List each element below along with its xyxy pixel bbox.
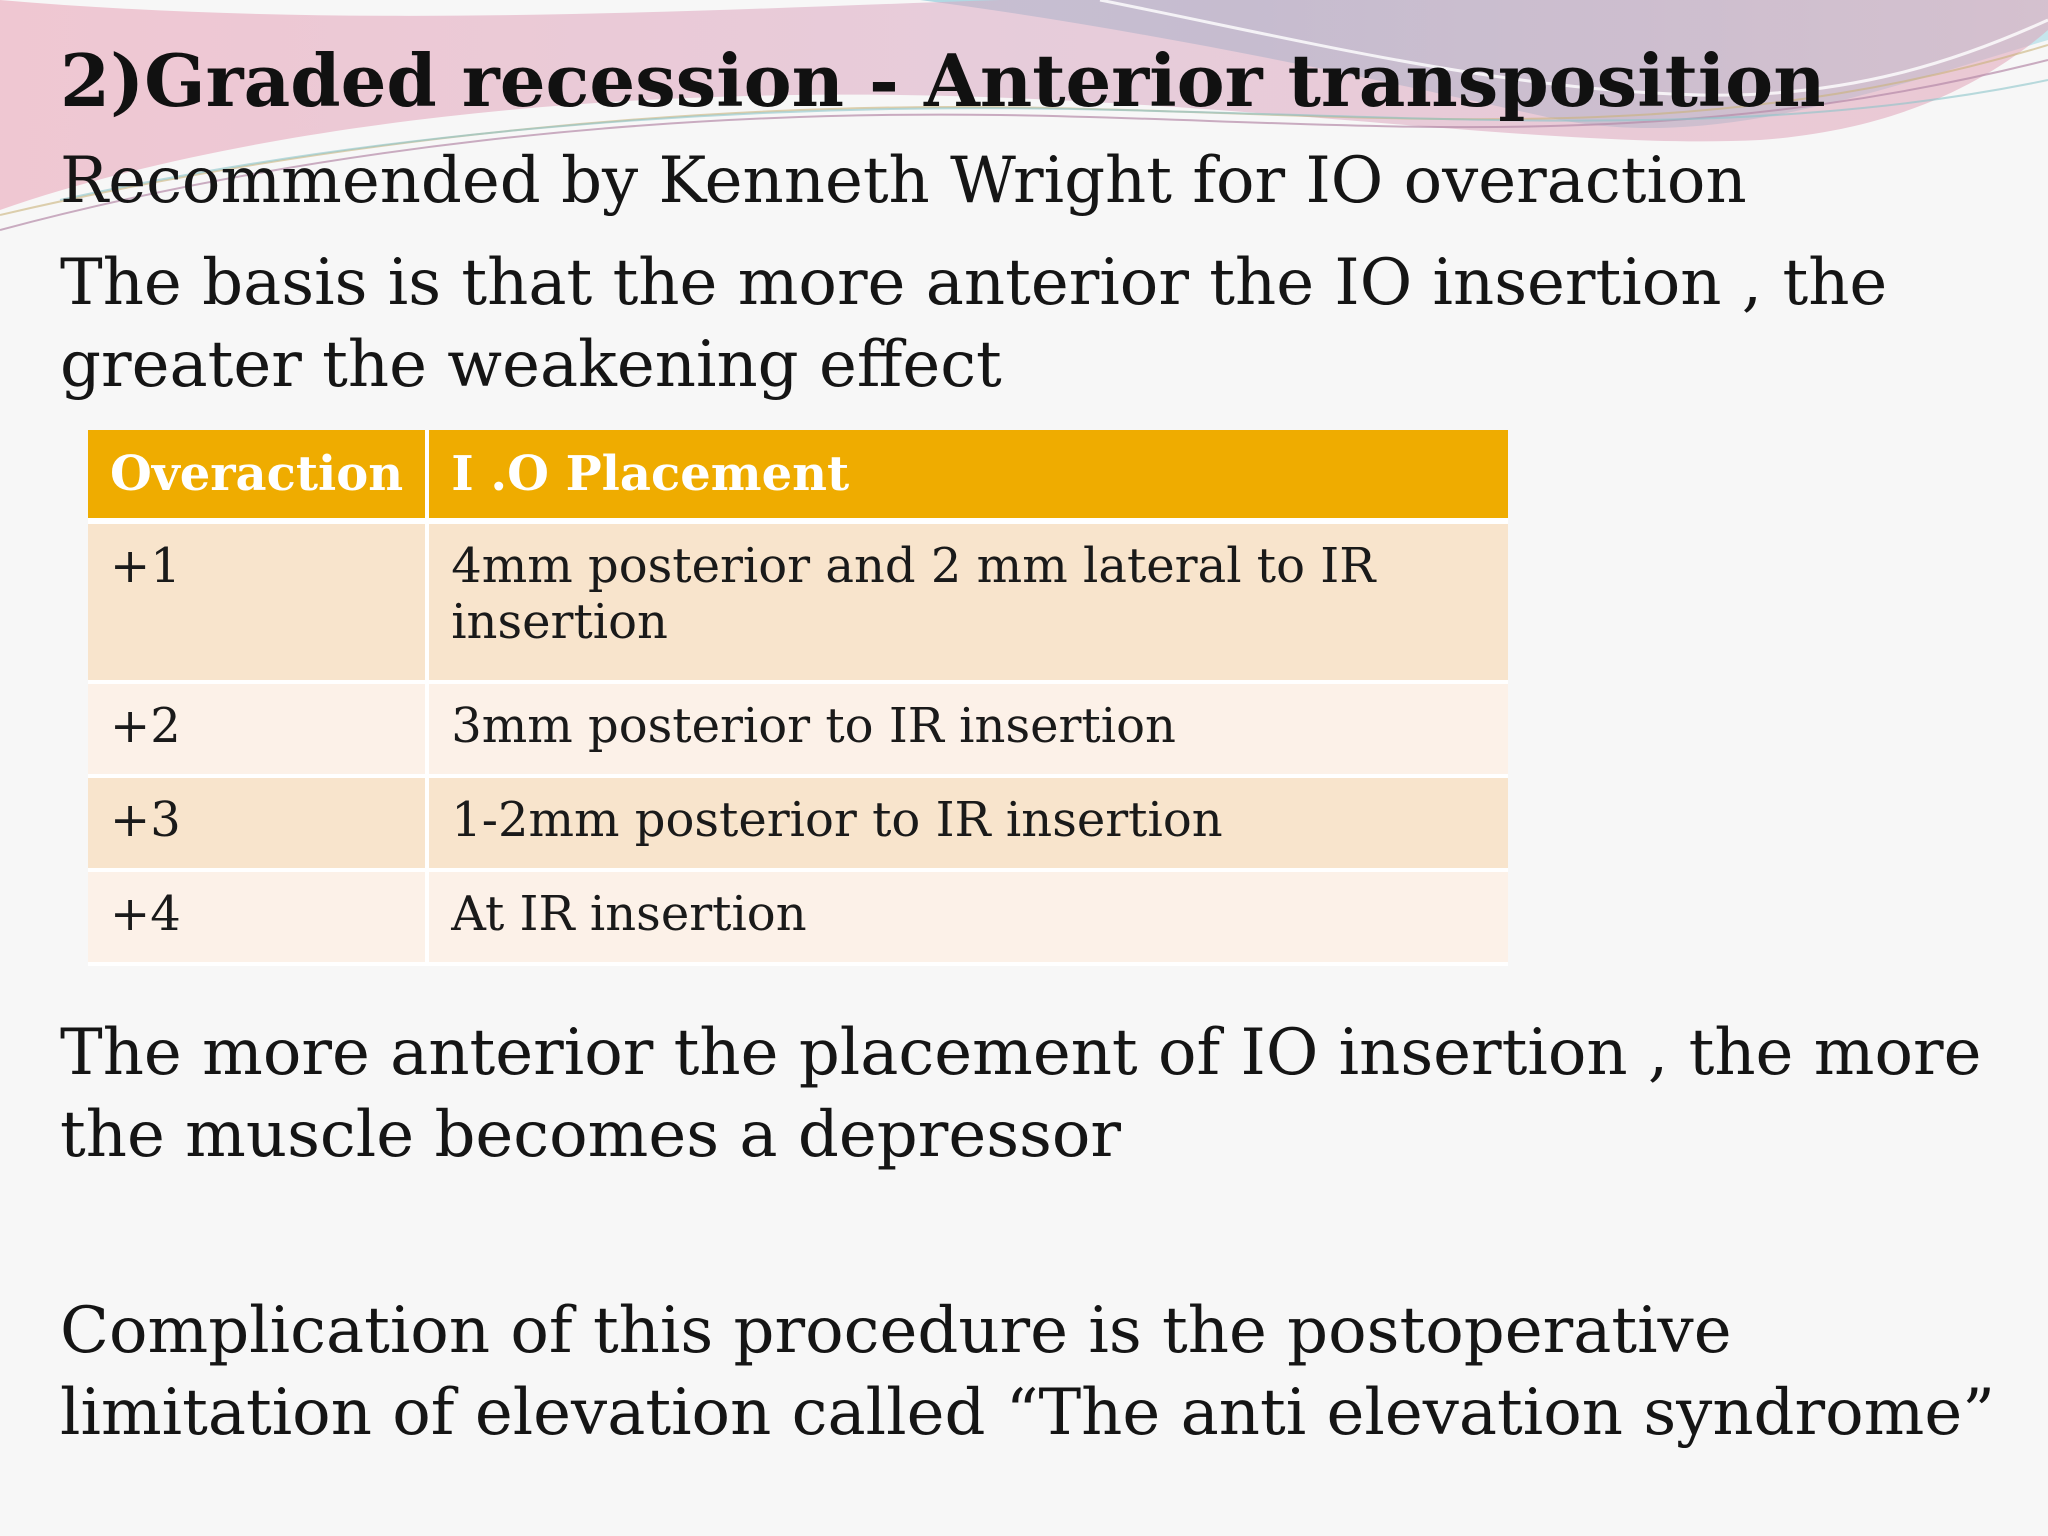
- table-cell-placement: At IR insertion: [427, 870, 1508, 964]
- table-cell-overaction: +4: [88, 870, 427, 964]
- paragraph-recommendation-text: Recommended by Kenneth Wright for IO overaction: [60, 144, 1747, 218]
- paragraph-basis: [60, 242, 1887, 406]
- paragraph-basis-line-2: greater the weakening effect: [60, 328, 1002, 402]
- table-row: [88, 776, 1508, 870]
- table-cell-placement: 4mm posterior and 2 mm lateral to IR insertion: [427, 521, 1508, 682]
- table-cell-overaction: +2: [88, 682, 427, 776]
- paragraph-recommendation: [60, 140, 1747, 222]
- paragraph-depressor-line-2: the muscle becomes a depressor: [60, 1098, 1121, 1172]
- table-row: [88, 870, 1508, 964]
- io-placement-table: [88, 430, 1508, 966]
- paragraph-depressor: [60, 1012, 1981, 1176]
- table-row: [88, 682, 1508, 776]
- table-header-row: [88, 430, 1508, 521]
- table-header-overaction: Overaction: [88, 430, 427, 521]
- slide-title: 2)Graded recession - Anterior transposition: [60, 38, 1826, 123]
- paragraph-basis-line-1: The basis is that the more anterior the IO insertion , the: [60, 246, 1888, 320]
- table-header-io-placement: I .O Placement: [427, 430, 1508, 521]
- paragraph-depressor-line-1: The more anterior the placement of IO insertion , the more: [60, 1016, 1982, 1090]
- paragraph-complication-line-2: limitation of elevation called “The anti elevation syndrome”: [60, 1376, 1995, 1450]
- paragraph-complication-line-1: Complication of this procedure is the postoperative: [60, 1294, 1732, 1368]
- table-cell-overaction: +1: [88, 521, 427, 682]
- table-row: [88, 521, 1508, 682]
- table-cell-placement: 3mm posterior to IR insertion: [427, 682, 1508, 776]
- paragraph-complication: [60, 1290, 1995, 1454]
- table-cell-overaction: +3: [88, 776, 427, 870]
- table-cell-placement: 1-2mm posterior to IR insertion: [427, 776, 1508, 870]
